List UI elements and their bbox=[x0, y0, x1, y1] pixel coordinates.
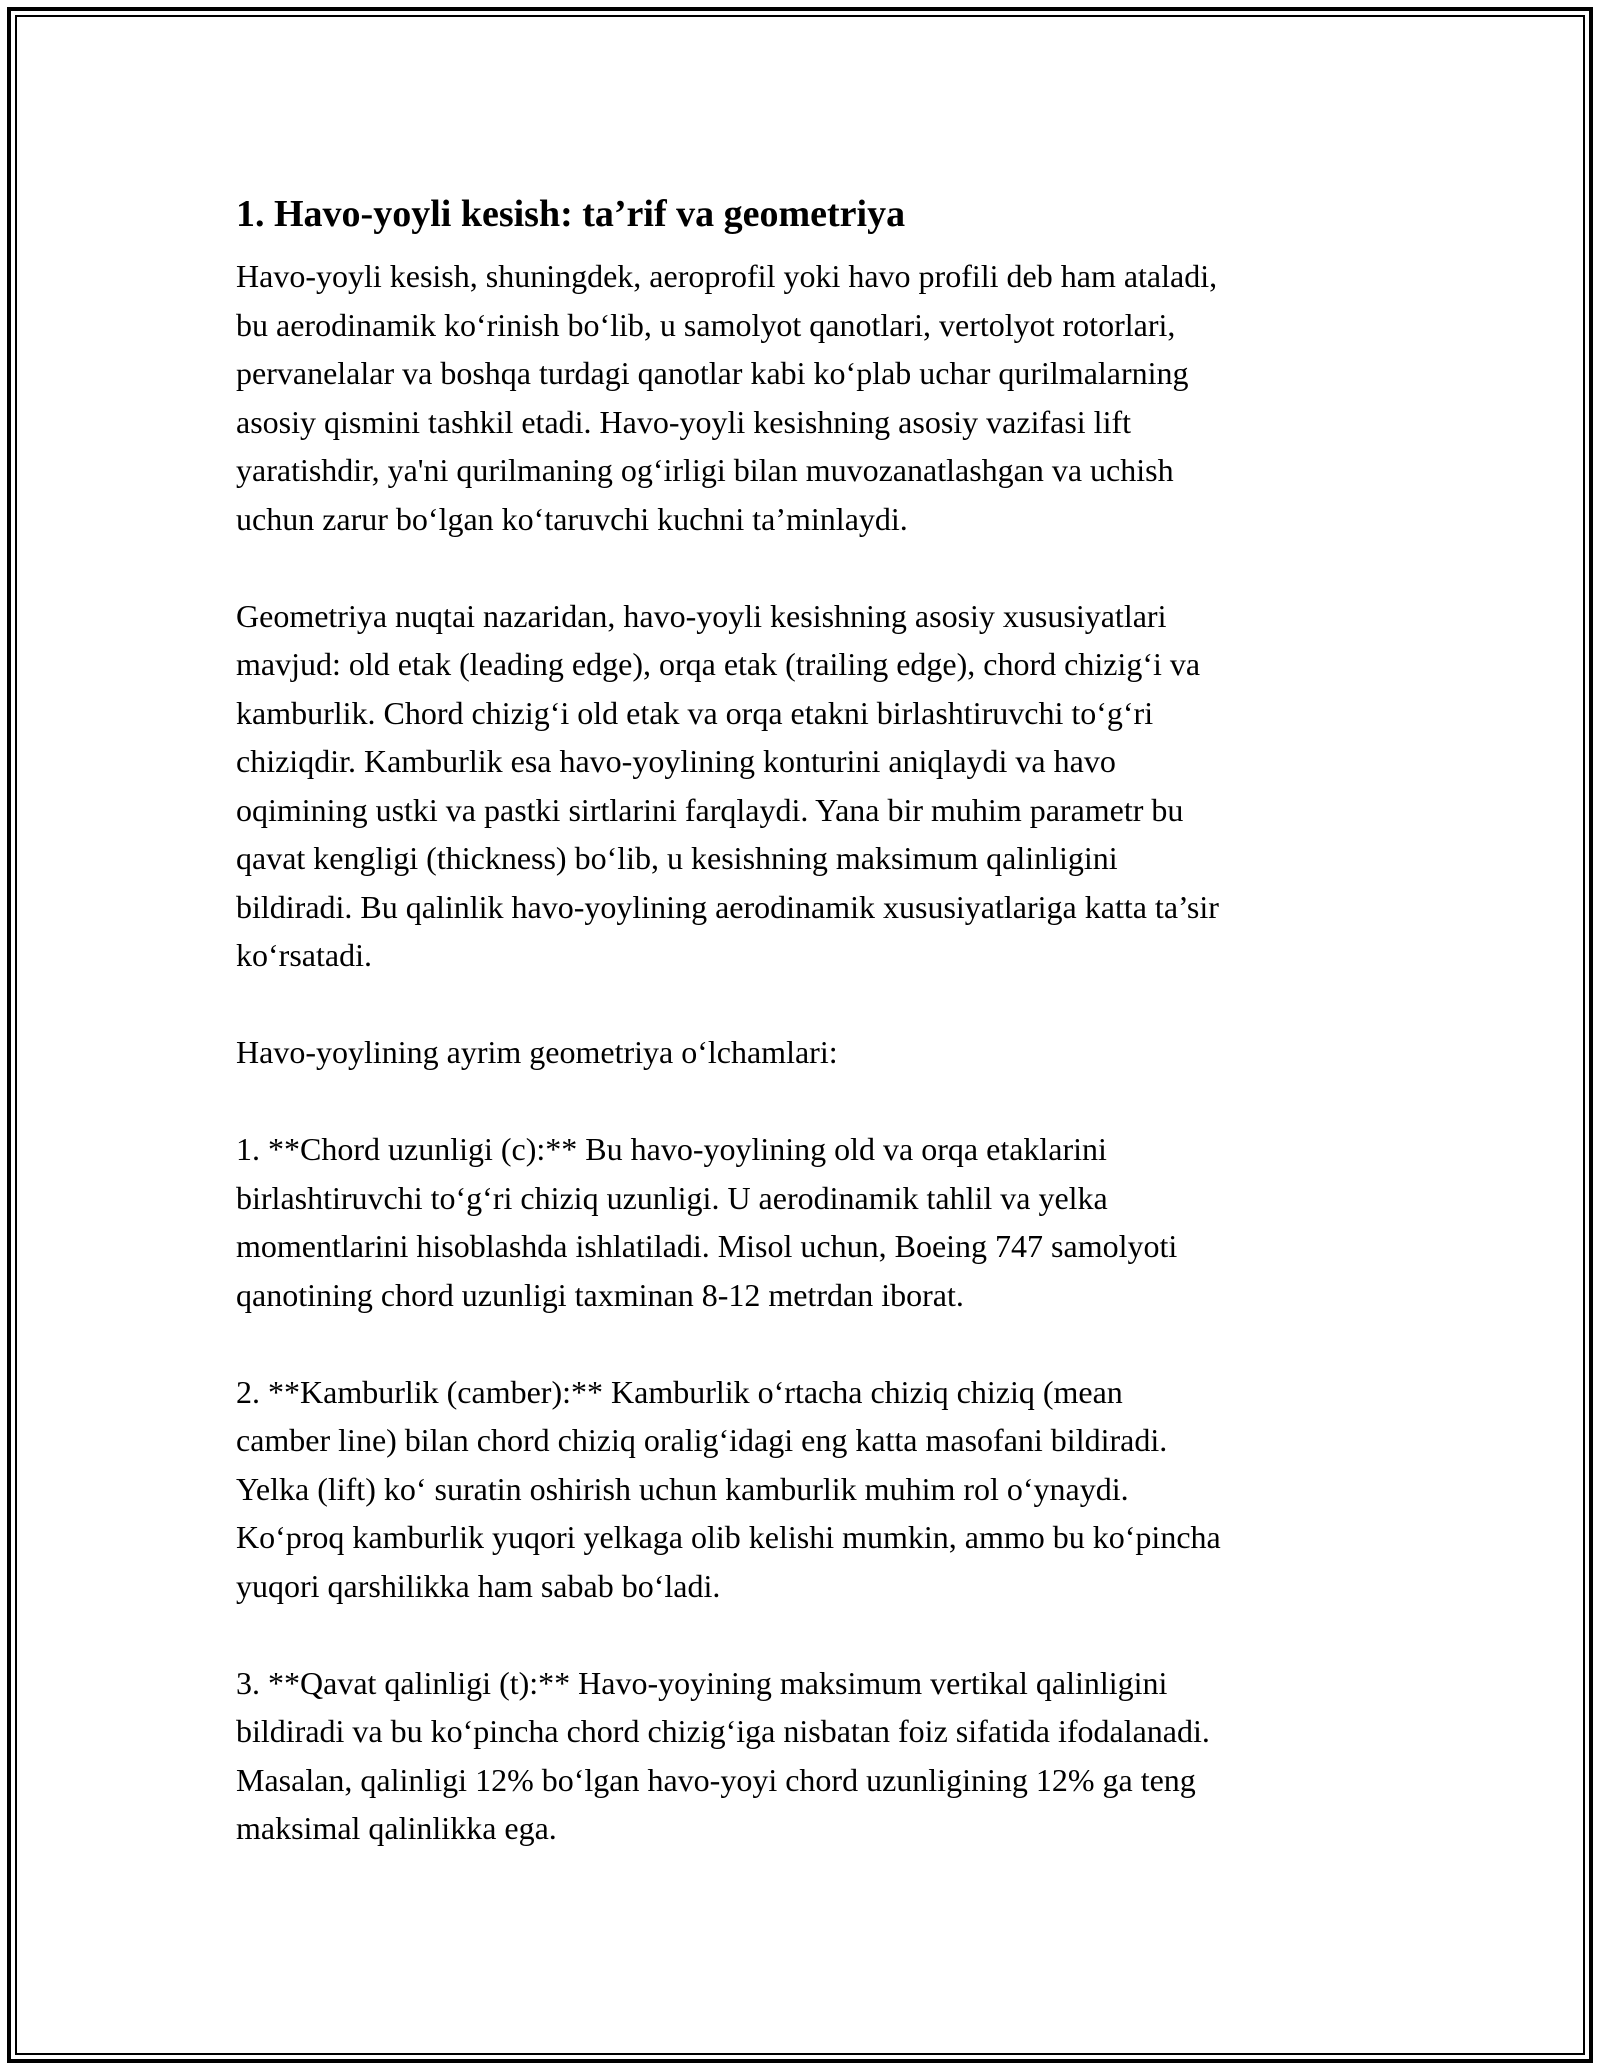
text-line: 3. **Qavat qalinligi (t):** Havo-yoyining maksimum vertikal qalinligini bbox=[236, 1664, 1168, 1701]
text-line: bildiradi va bu ko‘pincha chord chizig‘iga nisbatan foiz sifatida ifodalanadi. bbox=[236, 1713, 1210, 1749]
list-item-chord bbox=[236, 1125, 1386, 1319]
text-line: bu aerodinamik ko‘rinish bo‘lib, u samolyot qanotlari, vertolyot rotorlari, bbox=[236, 306, 1176, 343]
text-line: camber line) bilan chord chiziq oralig‘idagi eng katta masofani bildiradi. bbox=[236, 1422, 1168, 1458]
list-item-camber bbox=[236, 1368, 1386, 1611]
text-line: Ko‘proq kamburlik yuqori yelkaga olib kelishi mumkin, ammo bu ko‘pincha bbox=[236, 1519, 1221, 1555]
text-line: yuqori qarshilikka ham sabab bo‘ladi. bbox=[236, 1567, 721, 1604]
document-body bbox=[236, 186, 1386, 1901]
text-line: bildiradi. Bu qalinlik havo-yoylining aerodinamik xususiyatlariga katta ta’sir bbox=[236, 888, 1219, 925]
paragraph-list-intro bbox=[236, 1028, 1386, 1077]
list-item-thickness bbox=[236, 1659, 1386, 1853]
text-line: momentlarini hisoblashda ishlatiladi. Misol uchun, Boeing 747 samolyoti bbox=[236, 1228, 1178, 1264]
text-line: Havo-yoylining ayrim geometriya o‘lchamlari: bbox=[236, 1034, 838, 1070]
text-line: chiziqdir. Kamburlik esa havo-yoylining konturini aniqlaydi va havo bbox=[236, 743, 1116, 779]
text-line: oqimining ustki va pastki sirtlarini farqlaydi. Yana bir muhim parametr bu bbox=[236, 791, 1184, 828]
section-heading: 1. Havo-yoyli kesish: ta’rif va geometriya bbox=[236, 193, 906, 235]
text-line: qavat kengligi (thickness) bo‘lib, u kesishning maksimum qalinligini bbox=[236, 840, 1118, 876]
text-line: 1. **Chord uzunligi (c):** Bu havo-yoylining old va orqa etaklarini bbox=[236, 1131, 1107, 1167]
text-line: Yelka (lift) ko‘ suratin oshirish uchun kamburlik muhim rol o‘ynaydi. bbox=[236, 1470, 1129, 1507]
text-line: mavjud: old etak (leading edge), orqa etak (trailing edge), chord chizig‘i va bbox=[236, 646, 1201, 682]
text-line: uchun zarur bo‘lgan ko‘taruvchi kuchni ta’minlaydi. bbox=[236, 500, 908, 537]
paragraph-geometry bbox=[236, 592, 1386, 980]
text-line: 2. **Kamburlik (camber):** Kamburlik o‘rtacha chiziq chiziq (mean bbox=[236, 1373, 1123, 1410]
text-line: yaratishdir, ya'ni qurilmaning og‘irligi bilan muvozanatlashgan va uchish bbox=[236, 452, 1174, 488]
text-line: Havo-yoyli kesish, shuningdek, aeroprofil yoki havo profili deb ham ataladi, bbox=[236, 258, 1218, 294]
text-line: ko‘rsatadi. bbox=[236, 937, 372, 973]
paragraph-definition bbox=[236, 252, 1386, 543]
text-line: birlashtiruvchi to‘g‘ri chiziq uzunligi. U aerodinamik tahlil va yelka bbox=[236, 1179, 1108, 1216]
text-line: pervanelalar va boshqa turdagi qanotlar kabi ko‘plab uchar qurilmalarning bbox=[236, 355, 1189, 391]
text-line: kamburlik. Chord chizig‘i old etak va orqa etakni birlashtiruvchi to‘g‘ri bbox=[236, 694, 1154, 731]
text-line: Geometriya nuqtai nazaridan, havo-yoyli kesishning asosiy xususiyatlari bbox=[236, 597, 1167, 634]
text-line: qanotining chord uzunligi taxminan 8-12 metrdan iborat. bbox=[236, 1276, 964, 1313]
text-line: asosiy qismini tashkil etadi. Havo-yoyli kesishning asosiy vazifasi lift bbox=[236, 403, 1131, 440]
text-line: Masalan, qalinligi 12% bo‘lgan havo-yoyi chord uzunligining 12% ga teng bbox=[236, 1761, 1196, 1798]
text-line: maksimal qalinlikka ega. bbox=[236, 1810, 557, 1846]
